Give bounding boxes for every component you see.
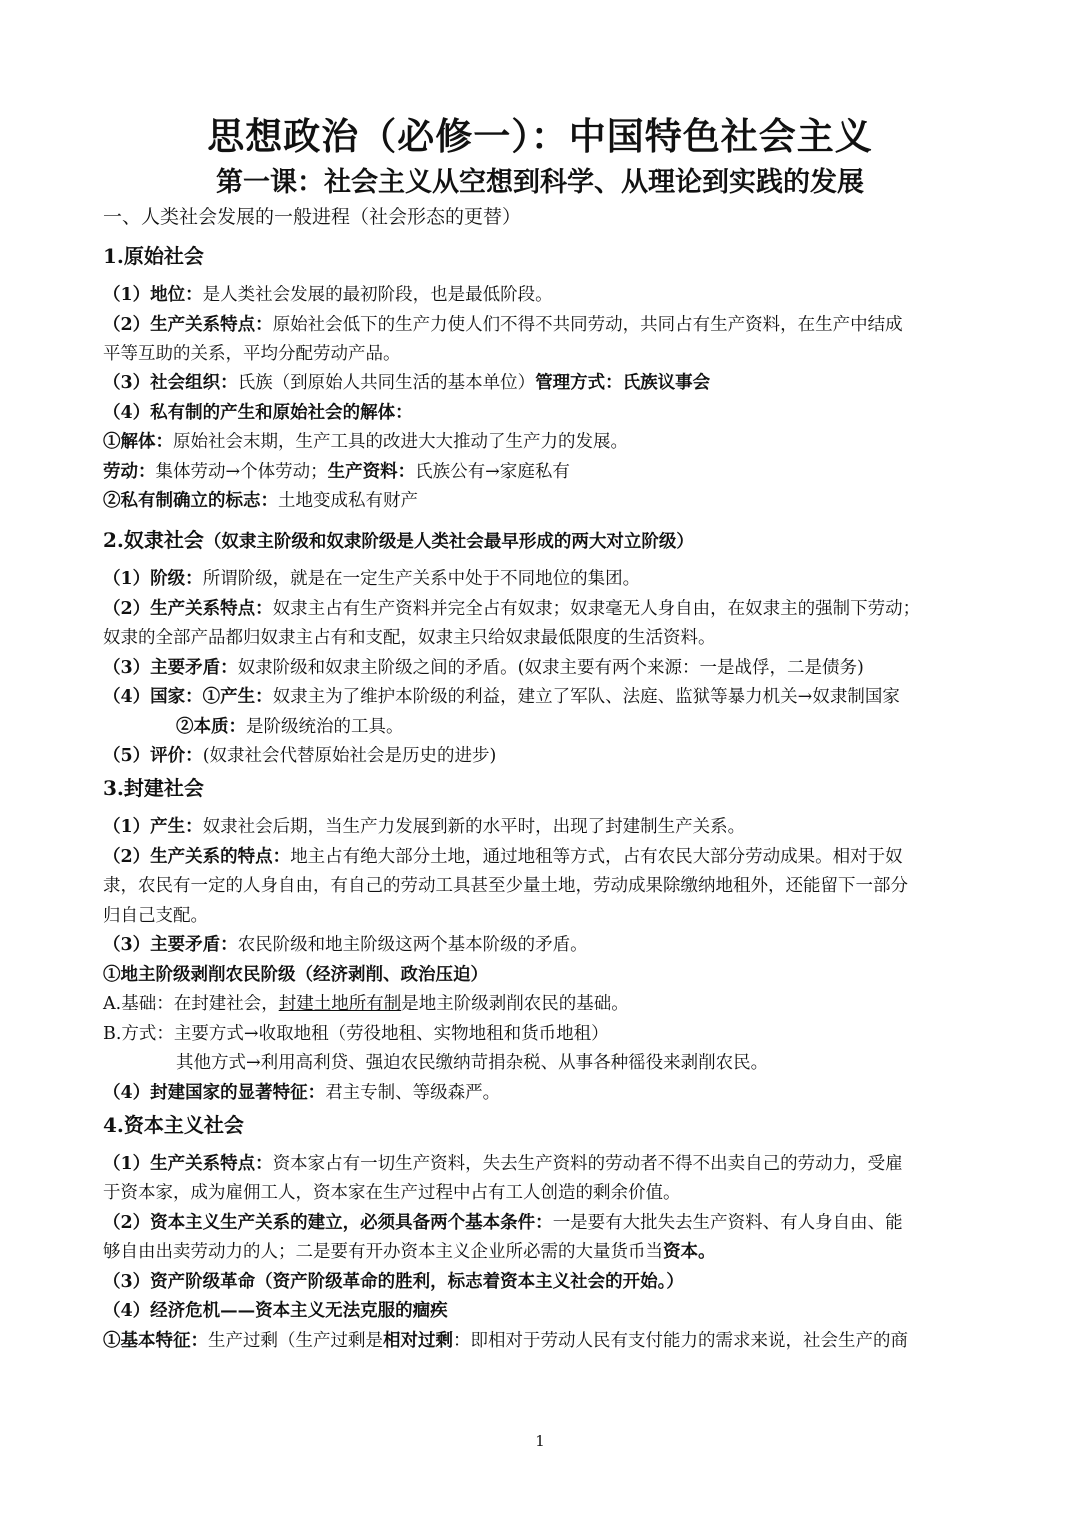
paragraph: 平等互助的关系，平均分配劳动产品。: [103, 344, 401, 364]
paragraph: （4）私有制的产生和原始社会的解体：: [103, 403, 413, 423]
paragraph: （4）封建国家的显著特征：君主专制、等级森严。: [103, 1083, 501, 1103]
paragraph: ①解体：原始社会末期，生产工具的改进大大推动了生产力的发展。: [103, 432, 628, 452]
paragraph: （5）评价：(奴隶社会代替原始社会是历史的进步): [103, 746, 497, 766]
paragraph: （4）国家：①产生：奴隶主为了维护本阶级的利益，建立了军队、法庭、监狱等暴力机关→奴隶制国家: [103, 687, 900, 707]
paragraph: 于资本家，成为雇佣工人，资本家在生产过程中占有工人创造的剩余价值。: [103, 1183, 681, 1203]
paragraph: 劳动：集体劳动→个体劳动；生产资料：氏族公有→家庭私有: [103, 462, 570, 482]
paragraph: （1）地位：是人类社会发展的最初阶段，也是最低阶段。: [103, 285, 553, 305]
page-title: 思想政治（必修一）：中国特色社会主义: [207, 114, 873, 158]
paragraph: 奴隶的全部产品都归奴隶主占有和支配，奴隶主只给奴隶最低限度的生活资料。: [103, 628, 716, 648]
subsection-heading-slave: 2.奴隶社会（奴隶主阶级和奴隶阶级是人类社会最早形成的两大对立阶级）: [103, 528, 694, 552]
paragraph: ②本质：是阶级统治的工具。: [176, 717, 404, 737]
paragraph: （2）生产关系特点：奴隶主占有生产资料并完全占有奴隶；奴隶毫无人身自由，在奴隶主的强制下劳动；: [103, 599, 921, 619]
paragraph: （2）资本主义生产关系的建立，必须具备两个基本条件：一是要有大批失去生产资料、有人身自由、能: [103, 1213, 903, 1233]
paragraph: （3）资产阶级革命（资产阶级革命的胜利，标志着资本主义社会的开始。）: [103, 1272, 684, 1292]
paragraph: （3）主要矛盾：农民阶级和地主阶级这两个基本阶级的矛盾。: [103, 935, 588, 955]
paragraph: （2）生产关系特点：原始社会低下的生产力使人们不得不共同劳动，共同占有生产资料，在生产中结成: [103, 315, 903, 335]
page-number: 1: [535, 1432, 545, 1450]
paragraph: 够自由出卖劳动力的人；二是要有开办资本主义企业所必需的大量货币当资本。: [103, 1242, 716, 1262]
lesson-title: 第一课：社会主义从空想到科学、从理论到实践的发展: [216, 167, 864, 198]
subsection-heading-feudal: 3.封建社会: [103, 776, 204, 800]
section-heading: 一、人类社会发展的一般进程（社会形态的更替）: [103, 206, 522, 228]
paragraph: （3）主要矛盾：奴隶阶级和奴隶主阶级之间的矛盾。(奴隶主要有两个来源：一是战俘，二是债务): [103, 658, 864, 678]
paragraph: 隶，农民有一定的人身自由，有自己的劳动工具甚至少量土地，劳动成果除缴纳地租外，还能留下一部分: [103, 876, 908, 896]
paragraph: 其他方式→利用高利贷、强迫农民缴纳苛捐杂税、从事各种徭役来剥削农民。: [176, 1053, 769, 1073]
paragraph: （1）阶级：所谓阶级，就是在一定生产关系中处于不同地位的集团。: [103, 569, 641, 589]
paragraph: （1）生产关系特点：资本家占有一切生产资料，失去生产资料的劳动者不得不出卖自己的劳动力，受雇: [103, 1154, 903, 1174]
paragraph: 归自己支配。: [103, 906, 208, 926]
paragraph: ②私有制确立的标志：土地变成私有财产: [103, 491, 418, 511]
subsection-heading-primitive: 1.原始社会: [103, 244, 204, 268]
paragraph: ①地主阶级剥削农民阶级（经济剥削、政治压迫）: [103, 965, 488, 985]
paragraph: B.方式：主要方式→收取地租（劳役地租、实物地租和货币地租）: [103, 1024, 609, 1044]
paragraph: ①基本特征：生产过剩（生产过剩是相对过剩：即相对于劳动人民有支付能力的需求来说，社会生产的商: [103, 1331, 908, 1351]
paragraph: （1）产生：奴隶社会后期，当生产力发展到新的水平时，出现了封建制生产关系。: [103, 817, 746, 837]
paragraph: （4）经济危机——资本主义无法克服的痼疾: [103, 1301, 448, 1321]
paragraph: （2）生产关系的特点：地主占有绝大部分土地，通过地租等方式，占有农民大部分劳动成果。相对于奴: [103, 847, 903, 867]
paragraph: （3）社会组织：氏族（到原始人共同生活的基本单位）管理方式：氏族议事会: [103, 373, 711, 393]
paragraph: A.基础：在封建社会，封建土地所有制是地主阶级剥削农民的基础。: [103, 994, 629, 1014]
subsection-heading-capitalist: 4.资本主义社会: [103, 1113, 244, 1137]
